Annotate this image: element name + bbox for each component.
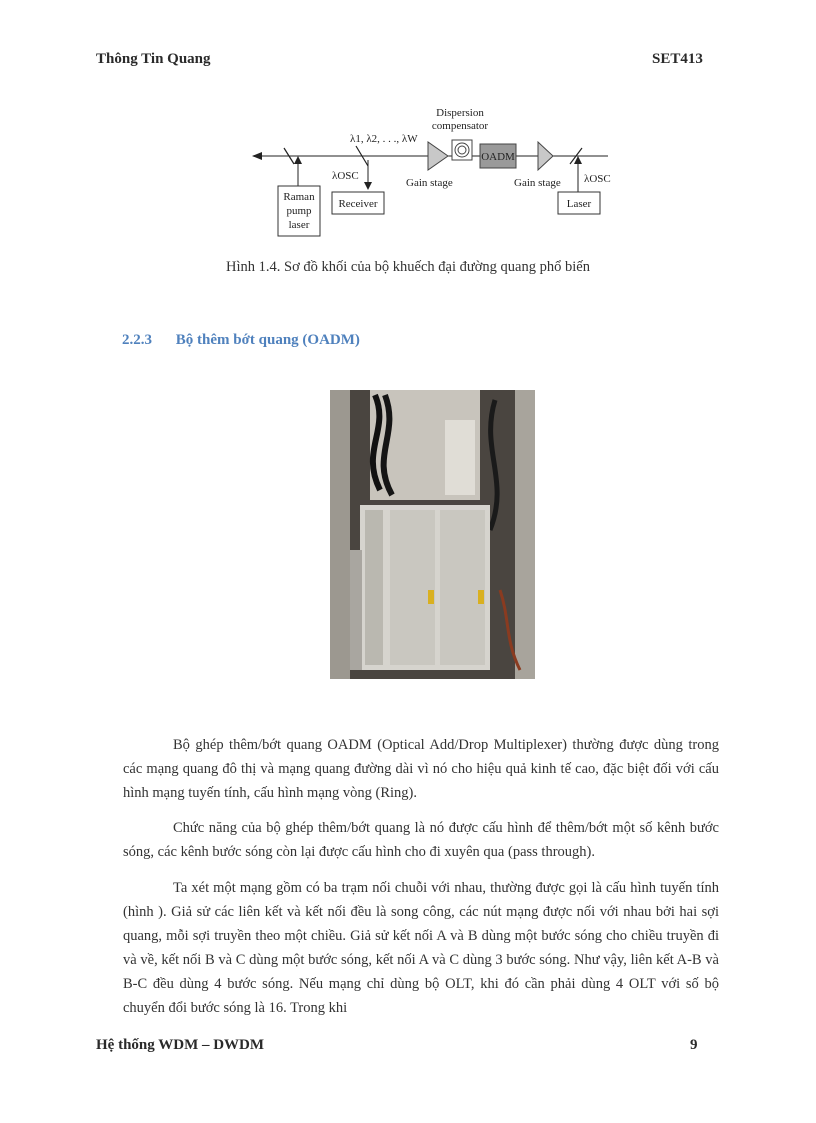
dispersion-label-2: compensator	[431, 120, 489, 132]
header-title: Thông Tin Quang	[96, 51, 211, 67]
oadm-equipment-photo	[330, 390, 535, 679]
section-number: 2.2.3	[122, 332, 152, 348]
page-number: 9	[690, 1037, 698, 1053]
receiver-label: Receiver	[338, 198, 378, 210]
losc-left-label: λOSC	[332, 170, 359, 182]
raman-label-2: pump	[286, 205, 312, 217]
section-heading	[122, 332, 360, 349]
figure-caption: Hình 1.4. Sơ đồ khối của bộ khuếch đại đường quang phổ biến	[226, 259, 590, 275]
losc-right-label: λOSC	[584, 173, 611, 185]
wavelengths-label: λ1, λ2, . . ., λW	[350, 133, 418, 145]
paragraph-linear-network: Ta xét một mạng gồm có ba trạm nối chuỗi với nhau, thường được gọi là cấu hình tuyến tính (hình ). Giả sử các liên kết và kết nối đều là song công, các nút mạng được nối với nhau bởi hai sợi quang, mỗi sợi truyền theo một chiều. Giả sử kết nối A và B dùng một bước sóng cho chiều truyền đi và về, kết nối B và C dùng một bước sóng, kết nối A và C dùng 3 bước sóng. Như vậy, liên kết A-B và B-C đều dùng 4 bước sóng. Nếu mạng chỉ dùng bộ OLT, khi đó cần phải dùng 4 OLT với số bộ chuyển đổi bước sóng là 16. Trong khi	[123, 880, 719, 1016]
gain-stage-left-amp	[428, 142, 448, 170]
section-title: Bộ thêm bớt quang (OADM)	[175, 332, 360, 348]
footer-title: Hệ thống WDM – DWDM	[96, 1037, 265, 1053]
header-course-code: SET413	[652, 51, 703, 67]
amplifier-block-diagram	[248, 104, 620, 242]
gain-stage-left-label: Gain stage	[406, 177, 453, 189]
dispersion-label-1: Dispersion	[436, 107, 484, 119]
gain-stage-right-amp	[538, 142, 553, 170]
laser-label: Laser	[566, 198, 592, 210]
paragraph-oadm-intro: Bộ ghép thêm/bớt quang OADM (Optical Add/Drop Multiplexer) thường được dùng trong các mạng quang đô thị và mạng quang đường dài vì nó cho hiệu quả kinh tế cao, đặc biệt đối với cấu hình mạng tuyến tính, cấu hình mạng vòng (Ring).	[123, 737, 719, 801]
raman-label-3: laser	[288, 219, 310, 231]
paragraph-oadm-function: Chức năng của bộ ghép thêm/bớt quang là nó được cấu hình để thêm/bớt một số kênh bước sóng, các kênh bước sóng còn lại được cấu hình cho đi xuyên qua (pass through).	[123, 820, 719, 860]
oadm-label: OADM	[481, 151, 515, 163]
raman-label-1: Raman	[283, 191, 315, 203]
gain-stage-right-label: Gain stage	[514, 177, 561, 189]
